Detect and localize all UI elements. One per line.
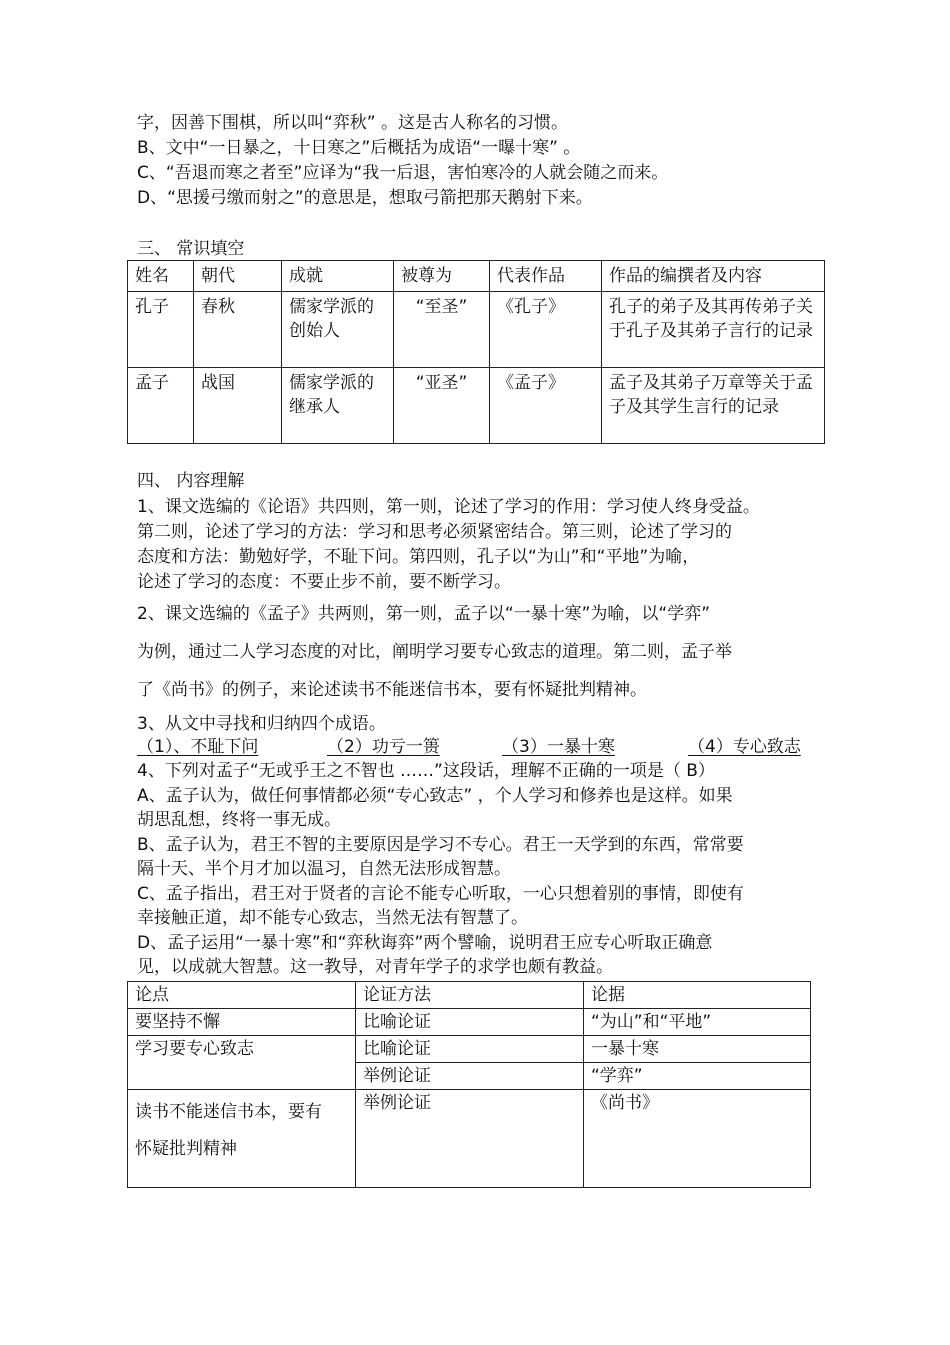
- table-cell: 孟子: [128, 368, 194, 444]
- table-header-cell: 作品的编撰者及内容: [602, 261, 825, 292]
- knowledge-table: [127, 260, 825, 444]
- table-header-cell: 论据: [584, 982, 811, 1009]
- table-header-cell: 姓名: [128, 261, 194, 292]
- table-cell: 要坚持不懈: [128, 1009, 356, 1036]
- table-cell: “学弈”: [584, 1063, 811, 1090]
- q4-option-line: 幸接触正道，却不能专心致志，当然无法有智慧了。: [137, 908, 528, 928]
- q4-option-line: 隔十天、半个月才加以温习，自然无法形成智慧。: [137, 859, 511, 879]
- table-cell: 一暴十寒: [584, 1036, 811, 1063]
- table-header-cell: 论点: [128, 982, 356, 1009]
- q4-option-line: 胡思乱想，终将一事无成。: [137, 810, 341, 830]
- table-cell: [128, 1090, 356, 1188]
- table-header-row: [128, 982, 811, 1009]
- table-cell: 儒家学派的继承人: [282, 368, 394, 444]
- q4-option-line: B、孟子认为，君王不智的主要原因是学习不专心。君王一天学到的东西，常常要: [137, 835, 744, 855]
- table-cell: 比喻论证: [356, 1009, 584, 1036]
- table-row: [128, 292, 825, 368]
- q1-line: 论述了学习的态度：不要止步不前，要不断学习。: [137, 572, 511, 592]
- table-cell: 儒家学派的创始人: [282, 292, 394, 368]
- table-cell: 举例论证: [356, 1090, 584, 1188]
- q4-option-line: C、孟子指出，君王对于贤者的言论不能专心听取，一心只想着别的事情，即使有: [137, 884, 744, 904]
- table-cell: “为山”和“平地”: [584, 1009, 811, 1036]
- q1-line: 态度和方法：勤勉好学，不耻下问。第四则，孔子以“为山”和“平地”为喻，: [137, 547, 700, 567]
- table-row: [128, 1036, 811, 1063]
- q3-answer: （1）、不耻下问: [137, 737, 259, 757]
- table-row: [128, 368, 825, 444]
- table-row: [128, 1009, 811, 1036]
- table-cell: 举例论证: [356, 1063, 584, 1090]
- q2-line: 为例，通过二人学习态度的对比，阐明学习要专心致志的道理。第二则，孟子举: [137, 642, 732, 662]
- section-title: 四、 内容理解: [137, 471, 245, 491]
- section-title: 三、 常识填空: [137, 239, 245, 259]
- q3-title: 3、从文中寻找和归纳四个成语。: [137, 714, 386, 734]
- table-cell-line: 怀疑批判精神: [135, 1139, 237, 1159]
- table-header-cell: 论证方法: [356, 982, 584, 1009]
- table-cell: 孟子及其弟子万章等关于孟子及其学生言行的记录: [602, 368, 825, 444]
- q4-option-line: 见，以成就大智慧。这一教导，对青年学子的求学也颇有教益。: [137, 957, 613, 977]
- q4-option-line: A、孟子认为，做任何事情都必须“专心致志” ，个人学习和修养也是这样。如果: [137, 786, 733, 806]
- table-header-cell: 被尊为: [394, 261, 490, 292]
- table-cell: 学习要专心致志: [128, 1036, 356, 1090]
- table-cell: 《尚书》: [584, 1090, 811, 1188]
- table-cell: 比喻论证: [356, 1036, 584, 1063]
- q4-option-line: D、孟子运用“一暴十寒”和“弈秋诲弈”两个譬喻，说明君王应专心听取正确意: [137, 933, 713, 953]
- table-row: [128, 1090, 811, 1188]
- q3-answer: （3）一暴十寒: [502, 737, 615, 757]
- table-cell: 春秋: [194, 292, 282, 368]
- table-cell: 孔子的弟子及其再传弟子关于孔子及其弟子言行的记录: [602, 292, 825, 368]
- table-header-cell: 代表作品: [490, 261, 602, 292]
- q1-line: 第二则，论述了学习的方法：学习和思考必须紧密结合。第三则，论述了学习的: [137, 522, 732, 542]
- table-cell: 《孔子》: [490, 292, 602, 368]
- text-line: C、“吾退而寒之者至”应译为“我一后退，害怕寒冷的人就会随之而来。: [137, 163, 669, 183]
- text-line: 字，因善下围棋，所以叫“弈秋” 。这是古人称名的习惯。: [137, 113, 569, 133]
- table-header-row: [128, 261, 825, 292]
- table-cell: “亚圣”: [394, 368, 490, 444]
- table-header-cell: 成就: [282, 261, 394, 292]
- q3-answer: （4）专心致志: [688, 737, 801, 757]
- q2-line: 2、课文选编的《孟子》共两则，第一则，孟子以“一暴十寒”为喻，以“学弈”: [137, 604, 711, 624]
- table-header-cell: 朝代: [194, 261, 282, 292]
- table-cell: 《孟子》: [490, 368, 602, 444]
- table-cell: “至圣”: [394, 292, 490, 368]
- q3-answer: （2）功亏一篑: [327, 737, 440, 757]
- q4-title: 4、下列对孟子“无或乎王之不智也 ……”这段话，理解不正确的一项是（ B）: [137, 761, 715, 781]
- table-cell: 孔子: [128, 292, 194, 368]
- argument-table: [127, 981, 811, 1188]
- table-cell: 战国: [194, 368, 282, 444]
- table-cell-line: 读书不能迷信书本，要有: [135, 1102, 322, 1122]
- q2-line: 了《尚书》的例子，来论述读书不能迷信书本，要有怀疑批判精神。: [137, 680, 647, 700]
- q1-line: 1、课文选编的《论语》共四则，第一则，论述了学习的作用：学习使人终身受益。: [137, 497, 760, 517]
- text-line: D、“思援弓缴而射之”的意思是，想取弓箭把那天鹅射下来。: [137, 188, 593, 208]
- text-line: B、文中“一日暴之，十日寒之”后概括为成语“一曝十寒” 。: [137, 138, 581, 158]
